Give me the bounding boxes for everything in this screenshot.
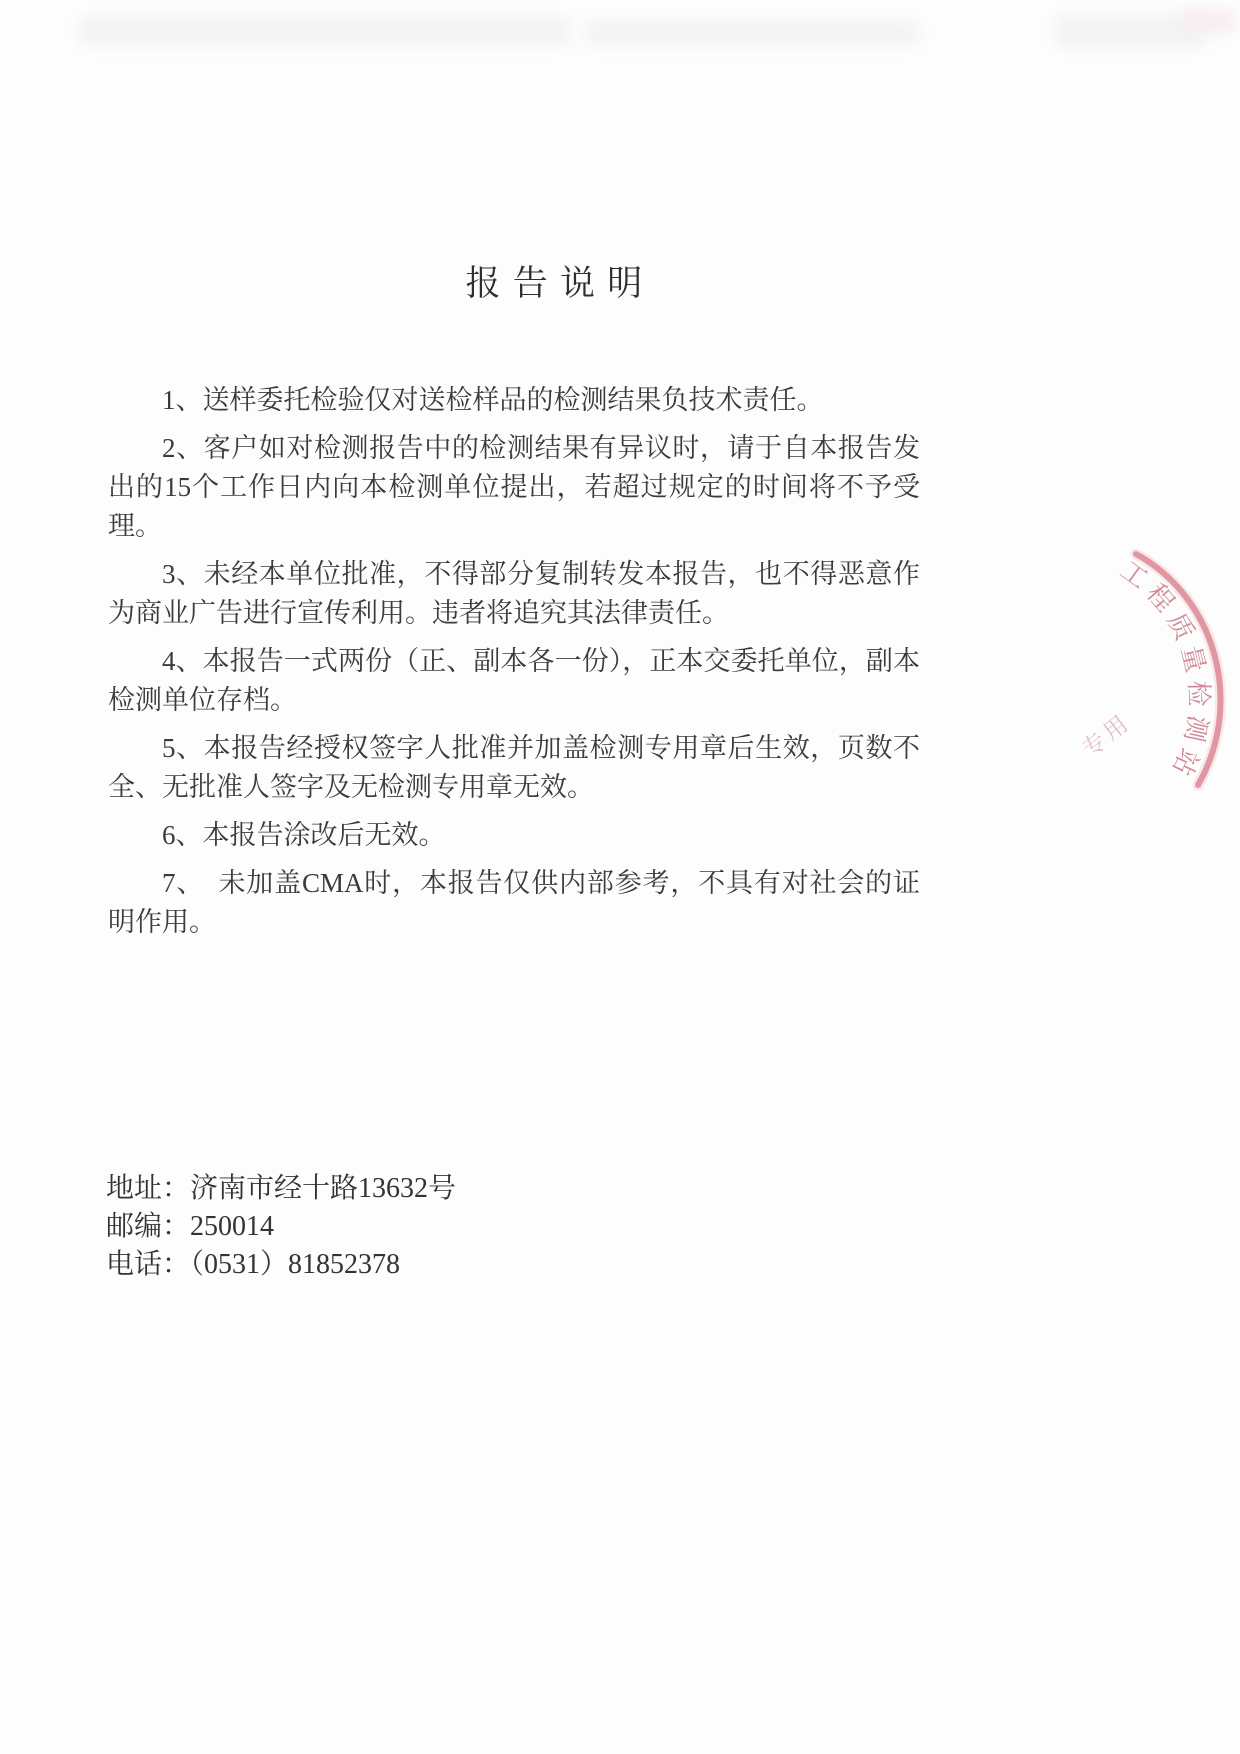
note-item-2: 2、客户如对检测报告中的检测结果有异议时，请于自本报告发出的15个工作日内向本检测单位提出，若超过规定的时间将不予受理。	[108, 433, 920, 541]
phone-value: （0531）81852378	[190, 1249, 401, 1280]
postcode-label: 邮编：	[106, 1211, 191, 1242]
address-value: 济南市经十路13632号	[190, 1173, 457, 1204]
note-item-5: 5、本报告经授权签字人批准并加盖检测专用章后生效，页数不全、无批准人签字及无检测专用章无效。	[108, 733, 920, 802]
phone-label: 电话：	[106, 1249, 191, 1280]
note-item-4: 4、本报告一式两份（正、副本各一份），正本交委托单位，副本检测单位存档。	[108, 646, 920, 715]
scan-artifact	[80, 16, 570, 46]
address-line	[106, 1170, 456, 1208]
note-item-1: 1、送样委托检验仅对送检样品的检测结果负技术责任。	[162, 385, 824, 415]
contact-info	[106, 1170, 456, 1284]
postcode-value: 250014	[190, 1211, 275, 1242]
note-item-7: 7、 未加盖CMA时，本报告仅供内部参考，不具有对社会的证明作用。	[108, 868, 920, 937]
note-item-3: 3、未经本单位批准，不得部分复制转发本报告，也不得恶意作为商业广告进行宣传利用。违者将追究其法律责任。	[108, 559, 920, 628]
stamp-inner-text: 专用	[1077, 708, 1136, 762]
stamp-arc	[1136, 554, 1221, 785]
scan-artifact	[585, 20, 920, 46]
phone-line	[106, 1246, 456, 1284]
scan-artifact	[1180, 10, 1235, 34]
address-label: 地址：	[106, 1173, 191, 1204]
notes-list	[108, 381, 920, 951]
official-stamp-icon	[1012, 530, 1240, 805]
note-item-6: 6、本报告涂改后无效。	[162, 820, 446, 850]
svg-text:工程质量检测站	[1115, 555, 1213, 786]
stamp-arc-text: 工程质量检测站	[1115, 555, 1214, 787]
page-title: 报告说明	[465, 264, 655, 303]
postcode-line	[106, 1208, 456, 1246]
